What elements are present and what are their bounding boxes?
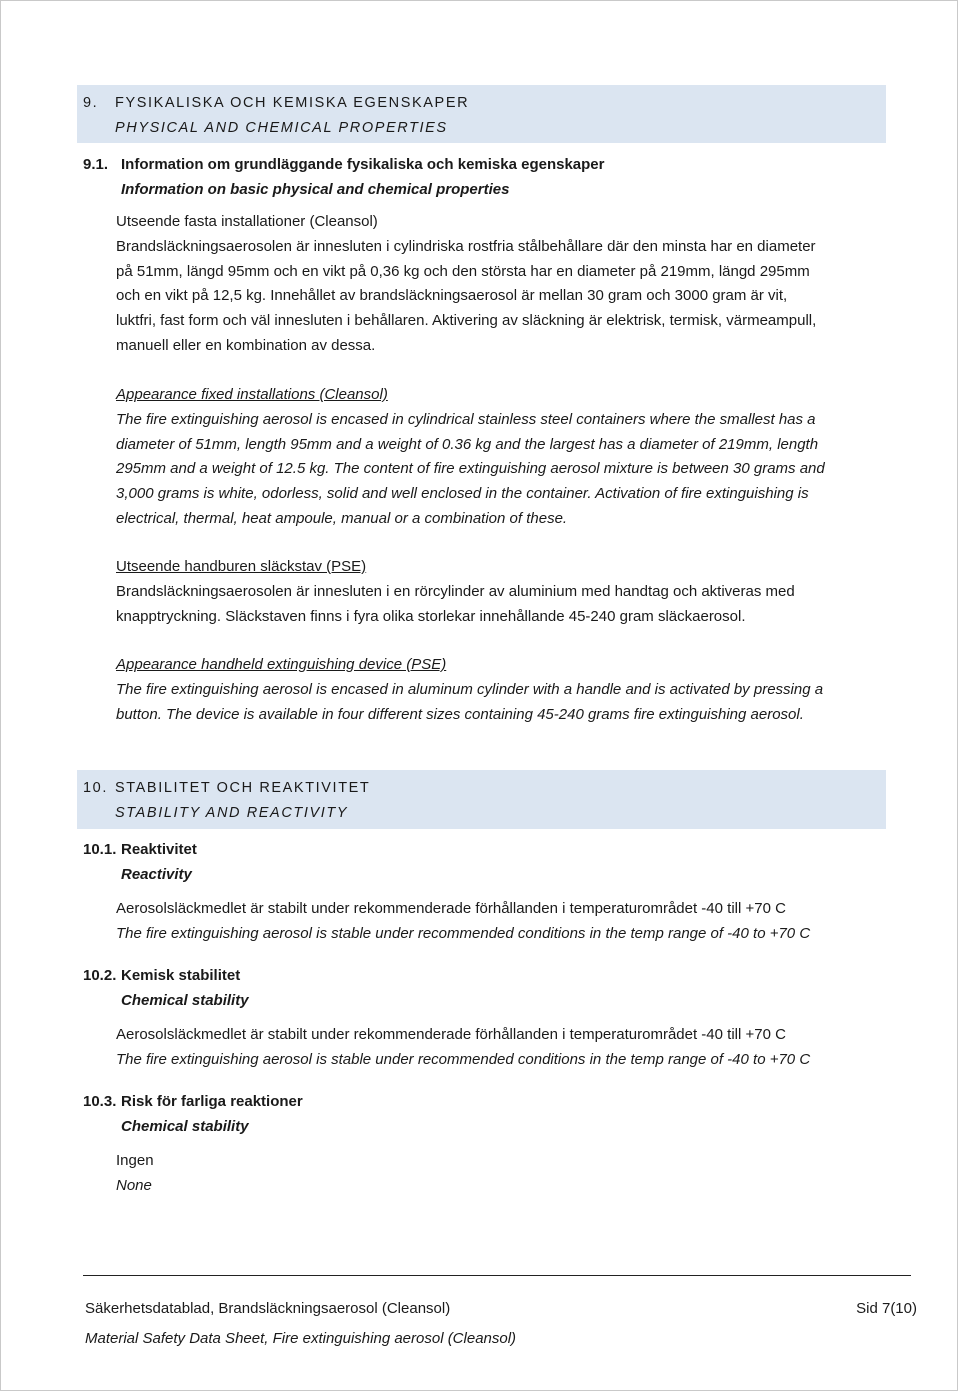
text-line: diameter of 51mm, length 95mm and a weight of 0.36 kg and the largest has a diameter of 219mm, length: [116, 435, 819, 453]
text-line: Brandsläckningsaerosolen är innesluten i cylindriska rostfria stålbehållare där den minsta har en diameter: [116, 237, 816, 255]
subsection-number: 9.1.: [83, 156, 109, 173]
paragraph-heading: Appearance fixed installations (Cleansol): [116, 386, 388, 403]
section-9-header: [77, 85, 886, 143]
text-line: knapptryckning. Släckstaven finns i fyra olika storlekar innehållande 45-240 gram släckaerosol.: [116, 607, 746, 625]
text-line: button. The device is available in four different sizes containing 45-240 grams fire extinguishing aerosol.: [116, 705, 804, 723]
subsection-title-en: Chemical stability: [121, 1118, 249, 1135]
section-title-sv: STABILITET OCH REAKTIVITET: [115, 780, 371, 796]
section-10-header: [77, 770, 886, 829]
subsection-title-en: Information on basic physical and chemical properties: [121, 181, 510, 198]
page-number: Sid 7(10): [856, 1300, 917, 1317]
subsection-10-3: [83, 1089, 303, 1139]
subsection-number: 10.1.: [83, 841, 117, 858]
text-line: Brandsläckningsaerosolen är innesluten i en rörcylinder av aluminium med handtag och aktiveras med: [116, 582, 795, 600]
footer-title-en: Material Safety Data Sheet, Fire extinguishing aerosol (Cleansol): [85, 1330, 517, 1347]
text-line: 295mm and a weight of 12.5 kg. The content of fire extinguishing aerosol mixture is between 30 grams and: [116, 460, 825, 478]
text-line-sv: Aerosolsläckmedlet är stabilt under rekommenderade förhållanden i temperaturområdet -40 till +70 C: [116, 900, 786, 917]
text-line-en: None: [116, 1176, 152, 1194]
subsection-title-sv: Kemisk stabilitet: [121, 967, 241, 984]
subsection-10-2: [83, 963, 249, 1013]
subsection-number: 10.2.: [83, 967, 117, 984]
subsection-title-en: Reactivity: [121, 866, 192, 883]
hazardous-reactions-text: [116, 1149, 876, 1199]
handheld-sv: [116, 555, 876, 629]
subsection-title-en: Chemical stability: [121, 992, 249, 1009]
section-title-en: STABILITY AND REACTIVITY: [115, 805, 349, 821]
text-line-sv: Ingen: [116, 1152, 154, 1169]
text-line: och en vikt på 12,5 kg. Innehållet av brandsläckningsaerosol är mellan 30 gram och 3000 gram är vit,: [116, 287, 788, 305]
section-number: 10.: [83, 780, 108, 796]
fixed-installations-en: [116, 383, 876, 532]
paragraph-heading: Utseende handburen släckstav (PSE): [116, 558, 367, 575]
subsection-10-1: [83, 837, 197, 887]
paragraph-heading: Utseende fasta installationer (Cleansol): [116, 213, 378, 230]
subsection-number: 10.3.: [83, 1093, 117, 1110]
footer-title-sv: Säkerhetsdatablad, Brandsläckningsaerosol (Cleansol): [85, 1300, 451, 1317]
section-title-sv: FYSIKALISKA OCH KEMISKA EGENSKAPER: [115, 95, 470, 111]
footer-divider: [83, 1275, 911, 1276]
text-line: electrical, thermal, heat ampoule, manual or a combination of these.: [116, 509, 568, 527]
section-number: 9.: [83, 95, 99, 111]
text-line: på 51mm, längd 95mm och en vikt på 0,36 kg och den största har en diameter på 219mm, längd 295mm: [116, 262, 810, 280]
fixed-installations-sv: [116, 210, 876, 359]
text-line: 3,000 grams is white, odorless, solid and well enclosed in the container. Activation of fire extinguishing is: [116, 485, 809, 503]
text-line-en: The fire extinguishing aerosol is stable under recommended conditions in the temp range of -40 to +70 C: [116, 1050, 811, 1068]
text-line-sv: Aerosolsläckmedlet är stabilt under rekommenderade förhållanden i temperaturområdet -40 till +70 C: [116, 1026, 786, 1043]
text-line: The fire extinguishing aerosol is encased in aluminum cylinder with a handle and is activated by pressing a: [116, 680, 824, 698]
handheld-en: [116, 653, 876, 727]
reactivity-text: [116, 897, 876, 947]
text-line-en: The fire extinguishing aerosol is stable under recommended conditions in the temp range of -40 to +70 C: [116, 924, 811, 942]
section-title-en: PHYSICAL AND CHEMICAL PROPERTIES: [115, 120, 448, 136]
text-line: luktfri, fast form och väl innesluten i behållaren. Aktivering av släckning är elektrisk, termisk, värmeampull,: [116, 312, 817, 330]
subsection-title-sv: Reaktivitet: [121, 841, 197, 858]
paragraph-heading: Appearance handheld extinguishing device (PSE): [116, 656, 447, 673]
subsection-title-sv: Information om grundläggande fysikaliska och kemiska egenskaper: [121, 156, 605, 173]
text-line: manuell eller en kombination av dessa.: [116, 336, 376, 354]
text-line: The fire extinguishing aerosol is encased in cylindrical stainless steel containers where the smallest has a: [116, 410, 816, 428]
chemical-stability-text: [116, 1023, 876, 1073]
subsection-title-sv: Risk för farliga reaktioner: [121, 1093, 303, 1110]
subsection-9-1: [83, 152, 605, 202]
